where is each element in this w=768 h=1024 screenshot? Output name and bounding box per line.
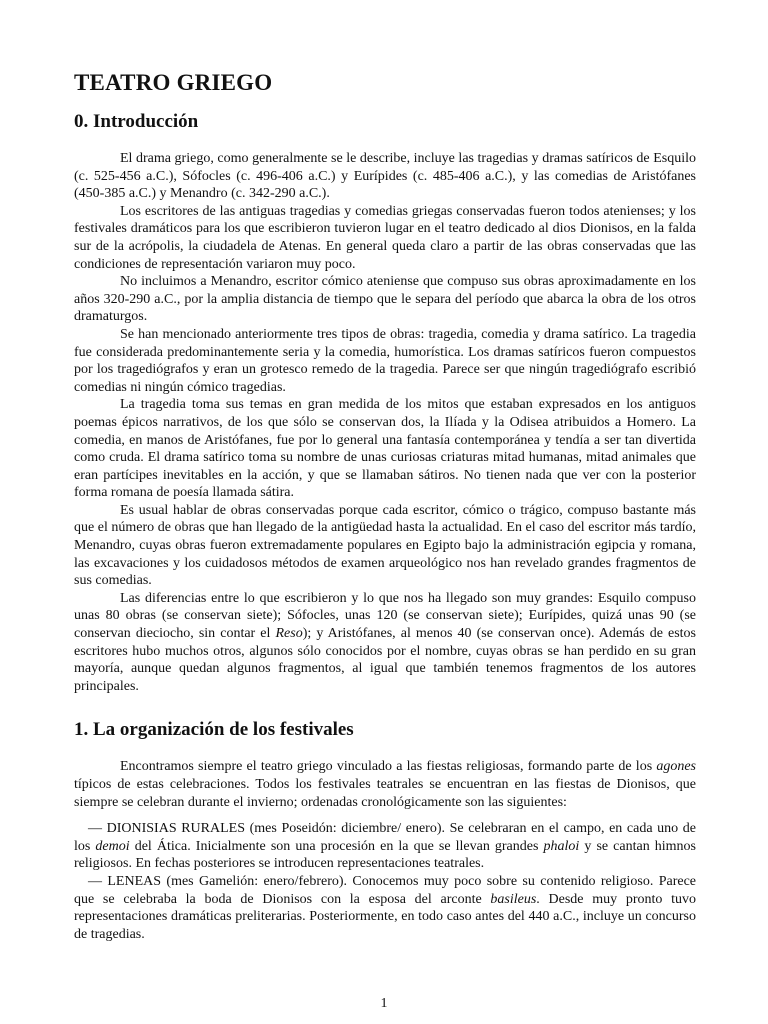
body-paragraph: Las diferencias entre lo que escribieron y lo que nos ha llegado son muy grandes: Esquilo compuso unas 80 obras (se conservan siete); Sófocles, unas 120 (se conservan siete); Eurípides, quizá unas 90 (se conservan dieciocho, sin contar el Reso); y Aristófanes, al menos 40 (se conservan once). Además de estos escritores hubo muchos otros, algunos sólo conocidos por el nombre, cuyas obras se han perdido en su gran mayoría, aunque quedan algunos fragmentos, al igual que también tenemos fragmentos de los autores principales. — [74, 590, 696, 694]
document-title: TEATRO GRIEGO — [74, 70, 273, 95]
body-paragraph: Se han mencionado anteriormente tres tipos de obras: tragedia, comedia y drama satírico. La tragedia fue considerada predominantemente seria y la comedia, humorística. Los dramas satíricos fueron compuestos por los tragediógrafos y eran un grotesco remedo de la tragedia. Parece ser que ningún tragediógrafo escribió comedias ni ningún cómico tragedias. — [74, 326, 696, 395]
body-paragraph: La tragedia toma sus temas en gran medida de los mitos que estaban expresados en los antiguos poemas épicos narrativos, de los que sólo se conservan dos, la Ilíada y la Odisea atribuidos a Homero. La comedia, en manos de Aristófanes, fue por lo general una fantasía contemporánea y tendía a ser tan divertida como cruda. El drama satírico toma su nombre de unas curiosas criaturas mitad humanas, mitad animales que eran partícipes inevitables en la acción, y que se llamaban sátiros. No tienen nada que ver con la posterior forma romana de poesía llamada sátira. — [74, 397, 696, 501]
page-number: 1 — [380, 996, 388, 1011]
list-item-dionisias-rurales: — DIONISIAS RURALES (mes Poseidón: diciembre/ enero). Se celebraran en el campo, en cada uno de los demoi del Ática. Inicialmente son una procesión en la que se llevan grandes phaloi y se cantan himnos religiosos. En fechas posteriores se introducen representaciones teatrales. — [74, 821, 697, 872]
section-heading-festivales: 1. La organización de los festivales — [74, 719, 354, 741]
body-paragraph: No incluimos a Menandro, escritor cómico ateniense que compuso sus obras aproximadamente en los años 320-290 a.C., por la amplia distancia de tiempo que le separa del período que abarca la obra de los otros dramaturgos. — [74, 274, 696, 325]
body-paragraph: Los escritores de las antiguas tragedias y comedias griegas conservadas fueron todos atenienses; y los festivales dramáticos para los que escribieron tuvieron lugar en el teatro dedicado al dios Dionisos, en la falda sur de la acrópolis, la ciudadela de Atenas. En general queda claro a partir de las obras conservadas que las condiciones de representación variaron muy poco. — [74, 203, 696, 272]
section-heading-introduccion: 0. Introducción — [74, 111, 199, 132]
body-paragraph: Encontramos siempre el teatro griego vinculado a las fiestas religiosas, formando parte de los agones típicos de estas celebraciones. Todos los festivales teatrales se encuentran en las fiestas de Dionisos, que siempre se celebran durante el invierno; ordenadas cronológicamente son las siguientes: — [74, 759, 696, 810]
body-paragraph: El drama griego, como generalmente se le describe, incluye las tragedias y dramas satíricos de Esquilo (c. 525-456 a.C.), Sófocles (c. 496-406 a.C.) y Eurípides (c. 485-406 a.C.), y las comedias de Aristófanes (450-385 a.C.) y Menandro (c. 342-290 a.C.). — [74, 151, 696, 202]
body-paragraph: Es usual hablar de obras conservadas porque cada escritor, cómico o trágico, compuso bastante más que el número de obras que han llegado de la antigüedad hasta la actualidad. En el caso del escritor más tardío, Menandro, cuyas obras fueron extremadamente populares en Egipto bajo la administración egipcia y romana, las excavaciones y los cuidadosos métodos de examen arqueológico nos han revelado grandes fragmentos de sus comedias. — [74, 502, 696, 589]
page-content — [74, 70, 696, 943]
list-item-leneas: — LENEAS (mes Gamelión: enero/febrero). Conocemos muy poco sobre su contenido religioso. Parece que se celebraba la boda de Dionisos con la esposa del arconte basileus. Desde muy pronto tuvo representaciones dramáticas preliterarias. Posteriormente, en todo caso antes del 440 a.C., incluye un concurso de tragedias. — [74, 873, 696, 942]
